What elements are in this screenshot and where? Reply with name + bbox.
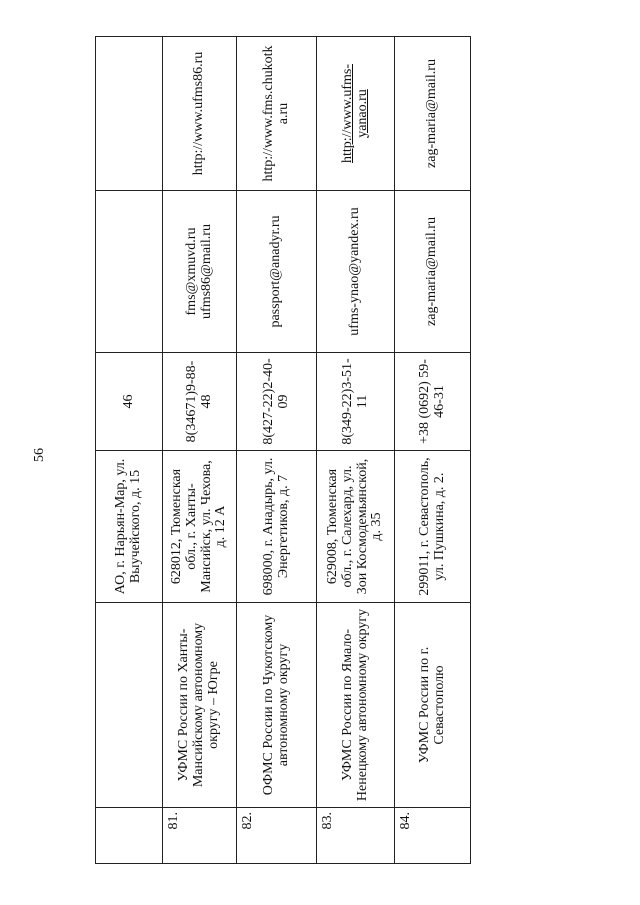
cell-num: 82. xyxy=(237,808,317,864)
cell-name: УФМС России по г. Севастополю xyxy=(395,603,471,808)
cell-num: 84. xyxy=(395,808,471,864)
cell-site[interactable]: http://www.ufms86.ru xyxy=(163,37,237,191)
cell-name: ОФМС России по Чукотскому автономному округу xyxy=(237,603,317,808)
cell-address: 629008, Тюменская обл., г. Салехард, ул. Зои Космодемьянской, д. 35 xyxy=(317,451,395,603)
cell-phone: 46 xyxy=(96,353,163,451)
cell-address: 628012, Тюменская обл., г. Ханты-Мансийск, ул. Чехова, д. 12 А xyxy=(163,451,237,603)
cell-num: 83. xyxy=(317,808,395,864)
cell-address: 299011, г. Севастополь, ул. Пушкина, д. 2. xyxy=(395,451,471,603)
table-row xyxy=(317,37,395,864)
table-row xyxy=(395,37,471,864)
table-container xyxy=(95,37,445,864)
page-number: 56 xyxy=(32,448,47,462)
table-row-continued xyxy=(96,37,163,864)
cell-num xyxy=(96,808,163,864)
cell-num: 81. xyxy=(163,808,237,864)
cell-email: passport@anadyr.ru xyxy=(237,191,317,353)
cell-site xyxy=(96,37,163,191)
cell-email: fms@xmuvd.ru ufms86@mail.ru xyxy=(163,191,237,353)
cell-phone: 8(349-22)3-51-11 xyxy=(317,353,395,451)
cell-site[interactable]: zag-maria@mail.ru xyxy=(395,37,471,191)
cell-site[interactable]: http://www.fms.chukotka.ru xyxy=(237,37,317,191)
cell-site-link[interactable]: http://www.ufms-yanao.ru xyxy=(317,37,395,191)
table-row xyxy=(163,37,237,864)
cell-email: ufms-ynao@yandex.ru xyxy=(317,191,395,353)
rotated-table-frame xyxy=(95,37,445,864)
cell-address: 698000, г. Анадырь, ул. Энергетиков, д. 7 xyxy=(237,451,317,603)
cell-phone: 8(34671)9-88-48 xyxy=(163,353,237,451)
fms-offices-table xyxy=(95,36,471,864)
cell-address: АО, г. Нарьян-Мар, ул. Выучейского, д. 15 xyxy=(96,451,163,603)
cell-email: zag-maria@mail.ru xyxy=(395,191,471,353)
cell-phone: 8(427-22)2-40-09 xyxy=(237,353,317,451)
cell-name: УФМС России по Ханты-Мансийскому автономному округу – Югре xyxy=(163,603,237,808)
cell-name xyxy=(96,603,163,808)
cell-name: УФМС России по Ямало-Ненецкому автономному округу xyxy=(317,603,395,808)
cell-phone: +38 (0692) 59-46-31 xyxy=(395,353,471,451)
cell-email xyxy=(96,191,163,353)
table-row xyxy=(237,37,317,864)
